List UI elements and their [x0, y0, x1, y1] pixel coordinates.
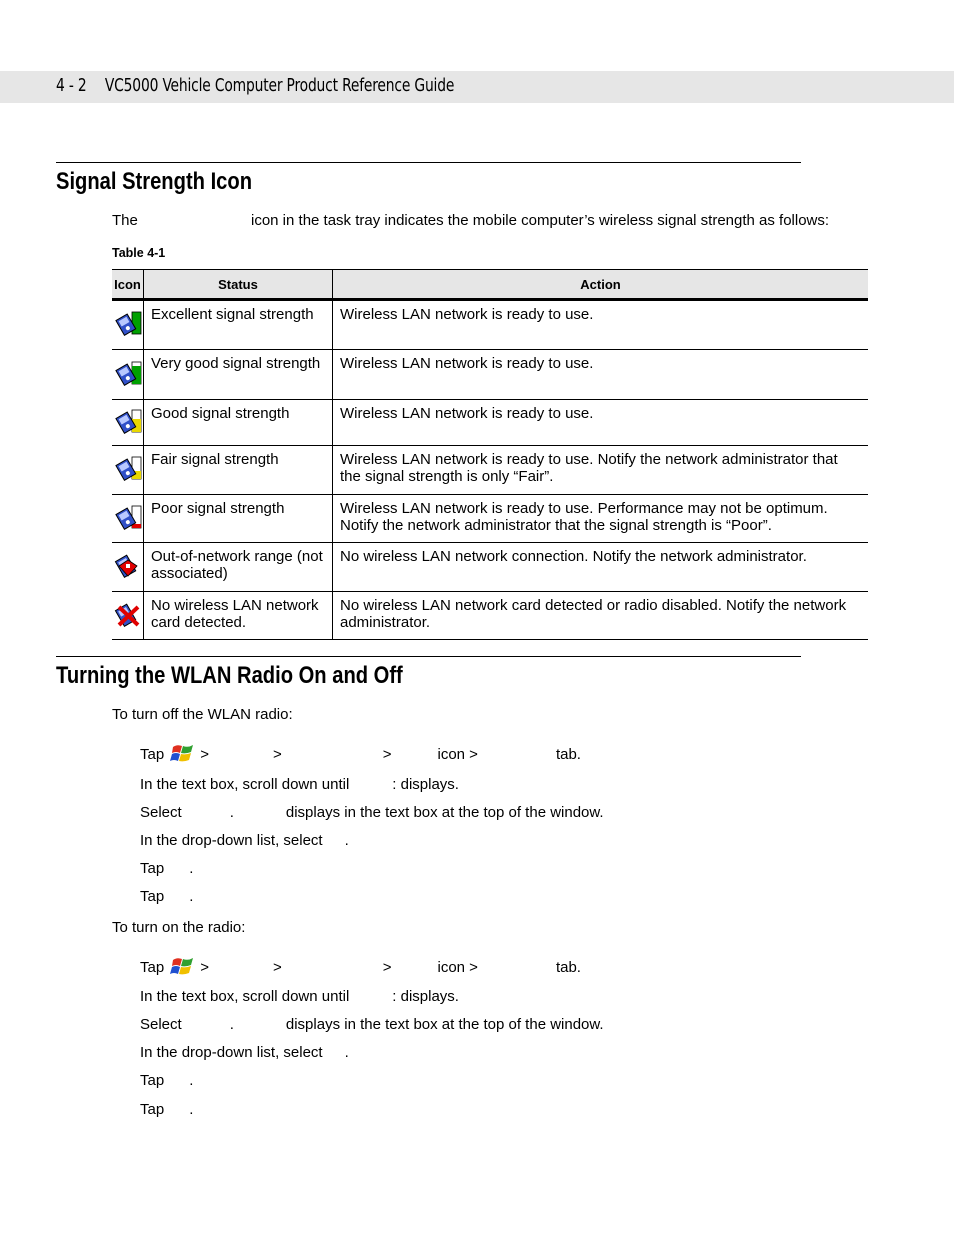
status-cell: Excellent signal strength: [144, 300, 333, 350]
section-title-signal-strength: Signal Strength Icon: [56, 168, 253, 195]
running-header: [56, 76, 454, 96]
icon-cell: [112, 543, 144, 592]
windows-start-icon[interactable]: [170, 954, 196, 980]
table-row: [112, 592, 868, 640]
windows-start-icon[interactable]: [170, 741, 196, 767]
table-caption: Table 4-1: [112, 246, 166, 260]
status-cell: Out-of-network range (not associated): [144, 543, 333, 592]
off-step-2: In the text box, scroll down until : displays.: [140, 776, 459, 793]
col-action-header: Action: [333, 270, 869, 300]
off-step-6: Tap .: [140, 888, 194, 905]
table-row: [112, 300, 868, 350]
out-of-network-icon: [113, 550, 143, 580]
status-cell: Very good signal strength: [144, 350, 333, 400]
intro-start: The: [112, 212, 138, 229]
on-step-1: Tap > > > icon > tab.: [140, 954, 581, 980]
action-cell: Wireless LAN network is ready to use.: [333, 350, 869, 400]
table-row: [112, 543, 868, 592]
action-cell: Wireless LAN network is ready to use.: [333, 400, 869, 446]
status-cell: No wireless LAN network card detected.: [144, 592, 333, 640]
signal-fair-icon: [113, 453, 143, 483]
on-step-4: In the drop-down list, select .: [140, 1044, 349, 1061]
no-wlan-card-icon: [113, 599, 143, 629]
on-step-6: Tap .: [140, 1101, 194, 1118]
icon-cell: [112, 495, 144, 543]
icon-cell: [112, 300, 144, 350]
icon-cell: [112, 350, 144, 400]
table-row: [112, 495, 868, 543]
off-step-3: Select . displays in the text box at the top of the window.: [140, 804, 604, 821]
intro-end: icon in the task tray indicates the mobile computer’s wireless signal strength as follows:: [251, 212, 830, 229]
turn-on-intro: To turn on the radio:: [112, 919, 246, 936]
status-cell: Good signal strength: [144, 400, 333, 446]
col-icon-header: Icon: [112, 270, 144, 300]
signal-excellent-icon: [113, 308, 143, 338]
action-cell: No wireless LAN network card detected or radio disabled. Notify the network administrator.: [333, 592, 869, 640]
signal-good-icon: [113, 406, 143, 436]
section-title-wlan-radio: Turning the WLAN Radio On and Off: [56, 662, 403, 689]
signal-poor-icon: [113, 502, 143, 532]
table-row: [112, 350, 868, 400]
icon-cell: [112, 592, 144, 640]
guide-title: VC5000 Vehicle Computer Product Reference Guide: [104, 76, 455, 96]
step-text: Tap: [140, 746, 165, 763]
table-row: [112, 446, 868, 495]
on-step-3: Select . displays in the text box at the top of the window.: [140, 1016, 604, 1033]
status-cell: Fair signal strength: [144, 446, 333, 495]
off-step-4: In the drop-down list, select .: [140, 832, 349, 849]
on-step-2: In the text box, scroll down until : displays.: [140, 988, 459, 1005]
col-status-header: Status: [144, 270, 333, 300]
section-rule: [56, 656, 801, 657]
table-header-row: [112, 270, 868, 300]
page-number: 4 - 2: [56, 76, 87, 96]
action-cell: Wireless LAN network is ready to use.: [333, 300, 869, 350]
signal-very-good-icon: [113, 358, 143, 388]
icon-cell: [112, 446, 144, 495]
action-cell: Wireless LAN network is ready to use. Notify the network administrator that the signal strength is only “Fair”.: [333, 446, 869, 495]
signal-strength-table: [112, 269, 868, 640]
turn-off-intro: To turn off the WLAN radio:: [112, 706, 293, 723]
table-row: [112, 400, 868, 446]
icon-cell: [112, 400, 144, 446]
action-cell: Wireless LAN network is ready to use. Performance may not be optimum. Notify the network administrator that the signal strength is “Poor”.: [333, 495, 869, 543]
on-step-5: Tap .: [140, 1072, 194, 1089]
section-rule: [56, 162, 801, 163]
status-cell: Poor signal strength: [144, 495, 333, 543]
off-step-5: Tap .: [140, 860, 194, 877]
off-step-1: Tap > > > icon > tab.: [140, 741, 581, 767]
action-cell: No wireless LAN network connection. Notify the network administrator.: [333, 543, 869, 592]
